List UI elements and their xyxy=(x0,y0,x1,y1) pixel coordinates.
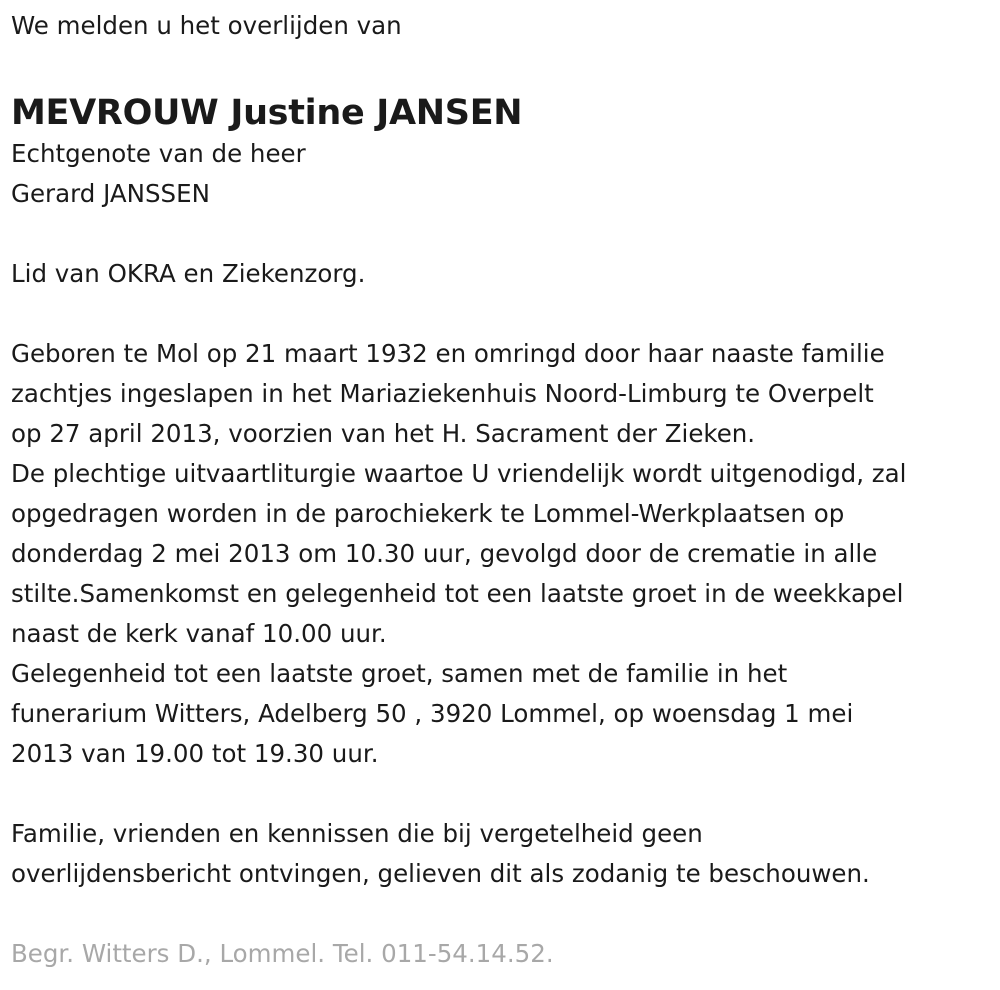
undertaker-footer: Begr. Witters D., Lommel. Tel. 011-54.14.52. xyxy=(11,939,554,968)
body-line: opgedragen worden in de parochiekerk te Lommel-Werkplaatsen op xyxy=(11,499,845,528)
deceased-name: MEVROUW Justine JANSEN xyxy=(11,93,523,133)
spacer xyxy=(11,214,996,254)
spacer xyxy=(11,294,996,334)
body-line: Gelegenheid tot een laatste groet, samen met de familie in het xyxy=(11,659,788,688)
body-line: donderdag 2 mei 2013 om 10.30 uur, gevolgd door de crematie in alle xyxy=(11,539,878,568)
body-line: 2013 van 19.00 tot 19.30 uur. xyxy=(11,739,379,768)
membership-text: Lid van OKRA en Ziekenzorg. xyxy=(11,259,366,288)
body-line: zachtjes ingeslapen in het Mariaziekenhuis Noord-Limburg te Overpelt xyxy=(11,379,874,408)
body-line: op 27 april 2013, voorzien van het H. Sacrament der Zieken. xyxy=(11,419,756,448)
spacer xyxy=(11,894,996,934)
spacer xyxy=(11,774,996,814)
closing-line: Familie, vrienden en kennissen die bij vergetelheid geen xyxy=(11,819,703,848)
spouse-name: Gerard JANSSEN xyxy=(11,179,210,208)
closing-line: overlijdensbericht ontvingen, gelieven dit als zodanig te beschouwen. xyxy=(11,859,870,888)
body-line: De plechtige uitvaartliturgie waartoe U vriendelijk wordt uitgenodigd, zal xyxy=(11,459,907,488)
body-line: naast de kerk vanaf 10.00 uur. xyxy=(11,619,387,648)
spouse-line: Echtgenote van de heer xyxy=(11,139,306,168)
body-line: Geboren te Mol op 21 maart 1932 en omringd door haar naaste familie xyxy=(11,339,885,368)
spacer xyxy=(11,46,996,86)
death-notice xyxy=(11,6,996,974)
body-line: funerarium Witters, Adelberg 50 , 3920 Lommel, op woensdag 1 mei xyxy=(11,699,854,728)
intro-text: We melden u het overlijden van xyxy=(11,11,402,40)
body-line: stilte.Samenkomst en gelegenheid tot een laatste groet in de weekkapel xyxy=(11,579,904,608)
